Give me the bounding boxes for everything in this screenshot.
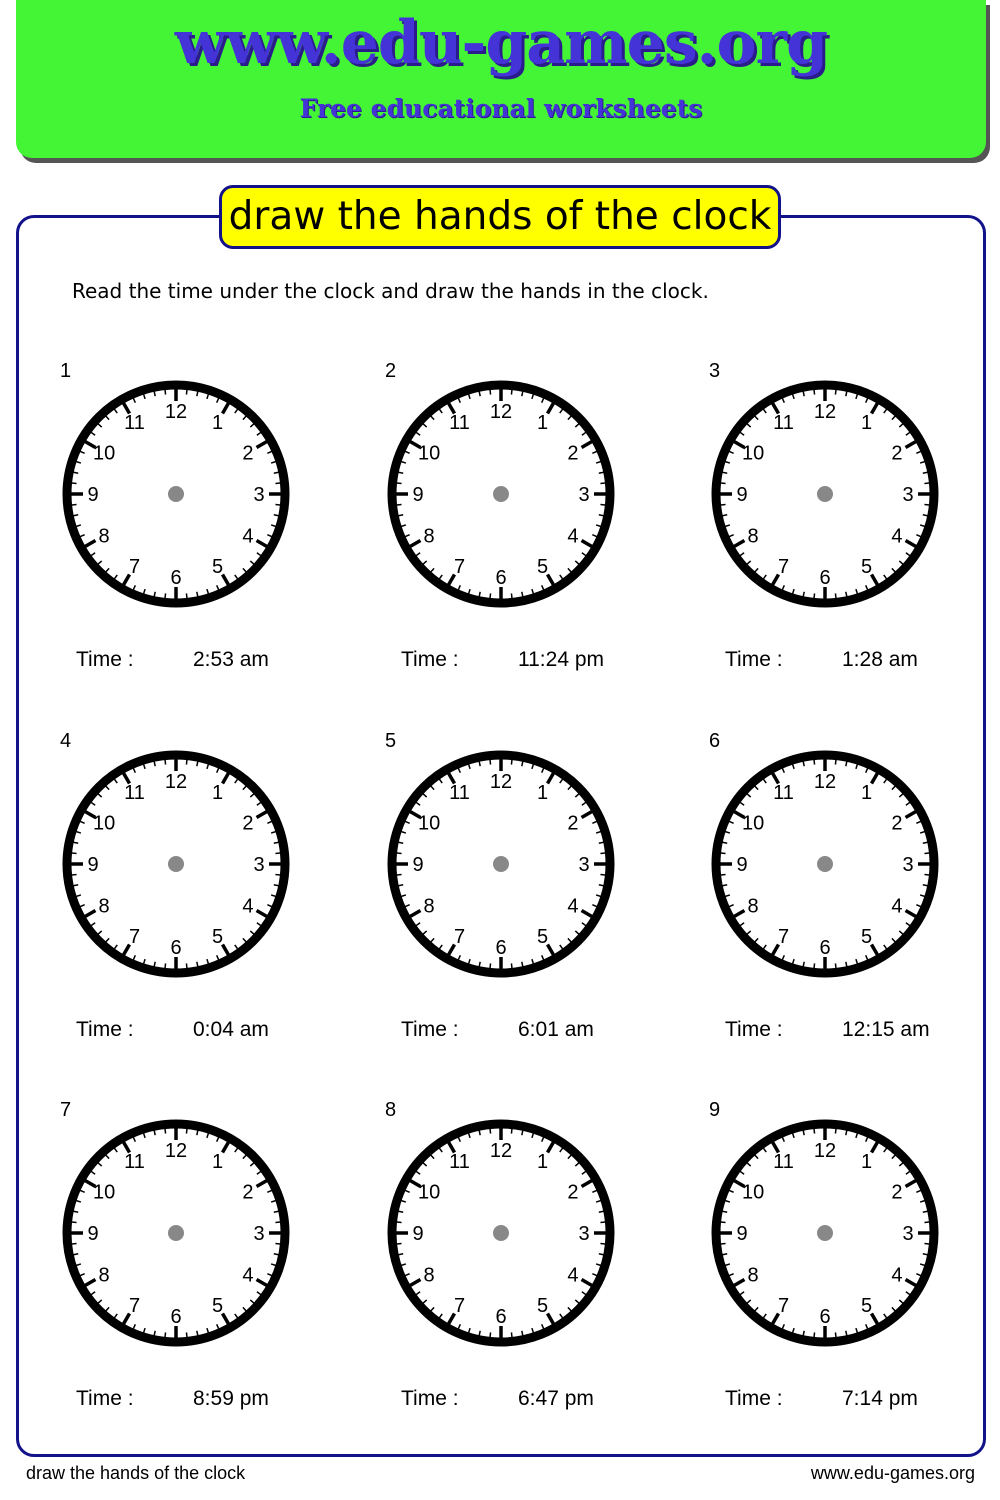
dial-number: 6: [819, 937, 831, 959]
dial-number: 4: [891, 1264, 903, 1287]
dial-number: 6: [170, 567, 182, 589]
clock-face[interactable]: [699, 1113, 951, 1365]
dial-number: 11: [124, 1151, 145, 1174]
time-value: 6:47 pm: [518, 1387, 594, 1410]
center-dot: [817, 1225, 833, 1241]
dial-number: 8: [747, 525, 759, 548]
center-dot: [168, 486, 184, 502]
dial-number: 1: [860, 412, 873, 435]
site-logo-text: www.edu-games.org: [174, 8, 828, 78]
dial-number: 9: [736, 484, 748, 506]
dial-number: 11: [449, 412, 470, 435]
dial-number: 7: [128, 925, 141, 948]
time-value: 7:14 pm: [842, 1387, 918, 1410]
clock-item: [375, 730, 695, 1090]
dial-number: 6: [495, 1306, 507, 1328]
clock-face[interactable]: [375, 744, 627, 996]
dial-number: 10: [741, 1181, 765, 1204]
dial-number: 7: [453, 1294, 466, 1317]
dial-number: 2: [891, 1181, 903, 1204]
dial-number: 4: [567, 895, 579, 918]
center-dot: [817, 856, 833, 872]
dial-number: 1: [211, 412, 224, 435]
dial-number: 10: [417, 442, 441, 465]
dial-number: 6: [170, 937, 182, 959]
dial-number: 2: [242, 1181, 254, 1204]
dial-number: 4: [891, 895, 903, 918]
dial-number: 1: [211, 782, 224, 805]
dial-number: 2: [891, 812, 903, 835]
clock-face[interactable]: [375, 374, 627, 626]
dial-number: 1: [536, 412, 549, 435]
center-dot: [493, 486, 509, 502]
clock-face[interactable]: [699, 374, 951, 626]
clock-face[interactable]: [50, 744, 302, 996]
dial-number: 9: [412, 1223, 424, 1245]
dial-number: 11: [773, 1151, 794, 1174]
center-dot: [493, 856, 509, 872]
clock-number: 5: [385, 730, 397, 752]
dial-number: 8: [98, 525, 110, 548]
dial-number: 4: [567, 525, 579, 548]
dial-number: 10: [92, 812, 116, 835]
dial-number: 10: [741, 442, 765, 465]
dial-number: 12: [164, 401, 188, 423]
dial-number: 7: [777, 555, 790, 578]
time-label: Time :: [401, 1387, 459, 1410]
clock-item: [50, 1099, 370, 1459]
dial-number: 1: [536, 1151, 549, 1174]
dial-number: 7: [453, 925, 466, 948]
dial-number: 9: [412, 484, 424, 506]
dial-number: 12: [813, 771, 837, 793]
dial-number: 2: [242, 812, 254, 835]
dial-number: 12: [489, 771, 513, 793]
dial-number: 3: [902, 484, 914, 506]
time-value: 0:04 am: [193, 1018, 269, 1041]
dial-number: 8: [747, 895, 759, 918]
header-banner: [16, 0, 986, 158]
clock-face[interactable]: [50, 374, 302, 626]
dial-number: 3: [902, 1223, 914, 1245]
clock-number: 6: [709, 730, 721, 752]
dial-number: 8: [98, 1264, 110, 1287]
dial-number: 7: [777, 1294, 790, 1317]
dial-number: 3: [253, 854, 265, 876]
dial-number: 11: [773, 412, 794, 435]
dial-number: 10: [741, 812, 765, 835]
dial-number: 9: [736, 854, 748, 876]
dial-number: 3: [253, 484, 265, 506]
time-value: 12:15 am: [842, 1018, 930, 1041]
dial-number: 11: [124, 782, 145, 805]
dial-number: 6: [495, 937, 507, 959]
dial-number: 8: [423, 525, 435, 548]
dial-number: 2: [567, 812, 579, 835]
center-dot: [168, 856, 184, 872]
dial-number: 2: [567, 1181, 579, 1204]
dial-number: 3: [253, 1223, 265, 1245]
center-dot: [168, 1225, 184, 1241]
dial-number: 5: [860, 555, 873, 578]
dial-number: 11: [124, 412, 145, 435]
clock-number: 9: [709, 1099, 721, 1121]
dial-number: 9: [736, 1223, 748, 1245]
dial-number: 7: [128, 555, 141, 578]
time-value: 2:53 am: [193, 648, 269, 671]
dial-number: 12: [489, 401, 513, 423]
clock-number: 4: [60, 730, 72, 752]
dial-number: 2: [242, 442, 254, 465]
dial-number: 12: [164, 771, 188, 793]
dial-number: 9: [87, 854, 99, 876]
time-label: Time :: [725, 1018, 783, 1041]
dial-number: 8: [423, 1264, 435, 1287]
footer-left: draw the hands of the clock: [26, 1463, 246, 1483]
dial-number: 11: [449, 782, 470, 805]
clock-number: 7: [60, 1099, 72, 1121]
instructions: Read the time under the clock and draw the hands in the clock.: [72, 279, 709, 303]
clock-number: 1: [60, 360, 72, 382]
footer-right: www.edu-games.org: [810, 1463, 975, 1483]
clock-face[interactable]: [699, 744, 951, 996]
dial-number: 5: [860, 925, 873, 948]
clock-item: [699, 730, 1000, 1090]
dial-number: 12: [813, 401, 837, 423]
dial-number: 11: [449, 1151, 470, 1174]
dial-number: 7: [777, 925, 790, 948]
clock-item: [699, 360, 1000, 720]
dial-number: 10: [92, 1181, 116, 1204]
dial-number: 9: [87, 1223, 99, 1245]
dial-number: 12: [813, 1140, 837, 1162]
clock-face[interactable]: [50, 1113, 302, 1365]
dial-number: 5: [536, 555, 549, 578]
dial-number: 12: [164, 1140, 188, 1162]
clock-item: [50, 730, 370, 1090]
time-label: Time :: [76, 1018, 134, 1041]
dial-number: 2: [567, 442, 579, 465]
dial-number: 4: [567, 1264, 579, 1287]
dial-number: 7: [453, 555, 466, 578]
dial-number: 8: [747, 1264, 759, 1287]
clock-number: 3: [709, 360, 721, 382]
center-dot: [493, 1225, 509, 1241]
dial-number: 3: [578, 854, 590, 876]
dial-number: 10: [417, 1181, 441, 1204]
dial-number: 7: [128, 1294, 141, 1317]
dial-number: 2: [891, 442, 903, 465]
dial-number: 5: [211, 555, 224, 578]
dial-number: 5: [860, 1294, 873, 1317]
dial-number: 5: [211, 925, 224, 948]
dial-number: 4: [891, 525, 903, 548]
dial-number: 3: [578, 1223, 590, 1245]
dial-number: 1: [536, 782, 549, 805]
clock-item: [375, 360, 695, 720]
time-label: Time :: [725, 648, 783, 671]
center-dot: [817, 486, 833, 502]
tagline: Free educational worksheets: [299, 94, 703, 123]
dial-number: 5: [211, 1294, 224, 1317]
clock-face[interactable]: [375, 1113, 627, 1365]
dial-number: 5: [536, 1294, 549, 1317]
dial-number: 1: [211, 1151, 224, 1174]
time-value: 11:24 pm: [518, 648, 604, 671]
dial-number: 1: [860, 782, 873, 805]
dial-number: 5: [536, 925, 549, 948]
dial-number: 6: [819, 1306, 831, 1328]
dial-number: 6: [495, 567, 507, 589]
dial-number: 8: [98, 895, 110, 918]
clock-number: 8: [385, 1099, 397, 1121]
time-value: 6:01 am: [518, 1018, 594, 1041]
time-value: 1:28 am: [842, 648, 918, 671]
dial-number: 4: [242, 895, 254, 918]
dial-number: 10: [417, 812, 441, 835]
time-value: 8:59 pm: [193, 1387, 269, 1410]
clock-item: [50, 360, 370, 720]
time-label: Time :: [76, 648, 134, 671]
time-label: Time :: [401, 1018, 459, 1041]
dial-number: 3: [902, 854, 914, 876]
clock-item: [375, 1099, 695, 1459]
dial-number: 9: [87, 484, 99, 506]
time-label: Time :: [725, 1387, 783, 1410]
clock-number: 2: [385, 360, 397, 382]
dial-number: 6: [819, 567, 831, 589]
dial-number: 4: [242, 525, 254, 548]
clock-item: [699, 1099, 1000, 1459]
dial-number: 4: [242, 1264, 254, 1287]
time-label: Time :: [401, 648, 459, 671]
dial-number: 11: [773, 782, 794, 805]
dial-number: 1: [860, 1151, 873, 1174]
dial-number: 8: [423, 895, 435, 918]
dial-number: 10: [92, 442, 116, 465]
dial-number: 9: [412, 854, 424, 876]
worksheet-title: draw the hands of the clock: [219, 185, 781, 249]
dial-number: 6: [170, 1306, 182, 1328]
dial-number: 3: [578, 484, 590, 506]
dial-number: 12: [489, 1140, 513, 1162]
time-label: Time :: [76, 1387, 134, 1410]
